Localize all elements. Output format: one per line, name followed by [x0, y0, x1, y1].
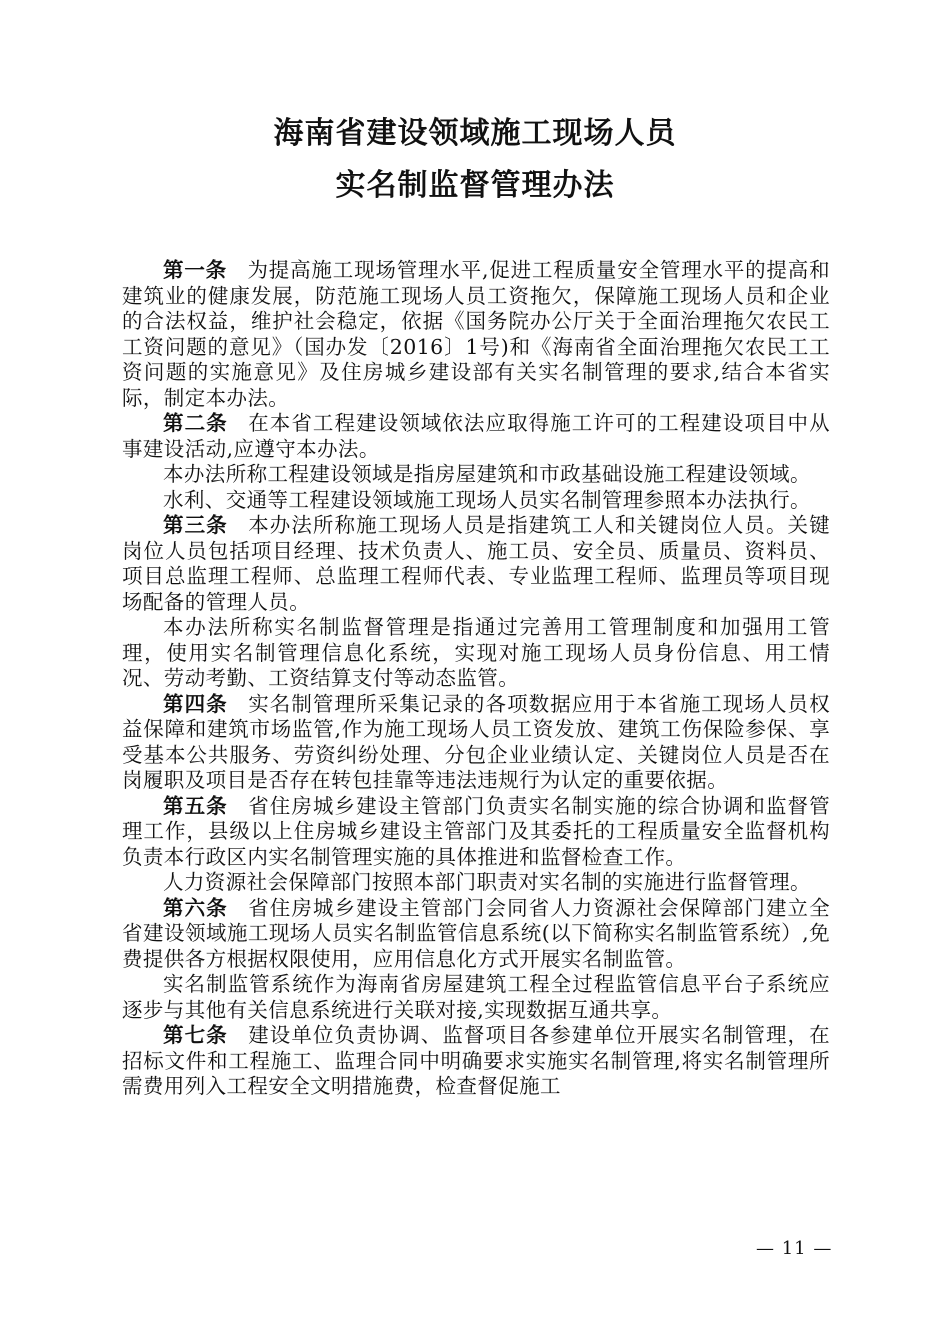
article-heading: 第五条 [163, 793, 228, 818]
document-body [122, 258, 830, 1100]
paragraph [122, 462, 830, 488]
paragraph [122, 896, 830, 973]
paragraph [122, 972, 830, 1023]
paragraph-text: 为提高施工现场管理水平,促进工程质量安全管理水平的提高和建筑业的健康发展，防范施工现场人员工资拖欠，保障施工现场人员和企业的合法权益，维护社会稳定，依据《国务院办公厅关于全面治理拖欠农民工工资问题的意见》（国办发〔2016〕1号)和《海南省全面治理拖欠农民工工资问题的实施意见》及住房城乡建设部有关实名制管理的要求,结合本省实际，制定本办法。 [122, 258, 831, 410]
paragraph-text: 省住房城乡建设主管部门负责实名制实施的综合协调和监督管理工作，县级以上住房城乡建设主管部门及其委托的工程质量安全监督机构负责本行政区内实名制管理实施的具体推进和监督检查工作。 [122, 793, 830, 869]
paragraph-text: 水利、交通等工程建设领域施工现场人员实名制管理参照本办法执行。 [163, 487, 811, 512]
paragraph-text: 在本省工程建设领域依法应取得施工许可的工程建设项目中从事建设活动,应遵守本办法。 [122, 411, 830, 461]
article-heading: 第二条 [163, 411, 228, 435]
document-title-line-1: 海南省建设领域施工现场人员 [273, 116, 677, 151]
document-title-line-2: 实名制监督管理办法 [335, 168, 615, 203]
paragraph-text: 省住房城乡建设主管部门会同省人力资源社会保障部门建立全省建设领域施工现场人员实名制监管信息系统(以下简称实名制监管系统）,免费提供各方根据权限使用，应用信息化方式开展实名制监管。 [122, 895, 830, 971]
paragraph-text: 实名制监管系统作为海南省房屋建筑工程全过程监管信息平台子系统应逐步与其他有关信息系统进行关联对接,实现数据互通共享。 [122, 972, 830, 1022]
paragraph-text: 本办法所称工程建设领域是指房屋建筑和市政基础设施工程建设领域。 [163, 462, 811, 486]
article-heading: 第六条 [163, 895, 228, 920]
paragraph [122, 488, 830, 514]
paragraph-text: 本办法所称施工现场人员是指建筑工人和关键岗位人员。关键岗位人员包括项目经理、技术负责人、施工员、安全员、质量员、资料员、项目总监理工程师、总监理工程师代表、专业监理工程师、监理员等项目现场配备的管理人员。 [122, 513, 830, 614]
paragraph [122, 258, 830, 411]
paragraph [122, 513, 830, 615]
paragraph-text: 本办法所称实名制监督管理是指通过完善用工管理制度和加强用工管理，使用实名制管理信息化系统，实现对施工现场人员身份信息、用工情况、劳动考勤、工资结算支付等动态监管。 [122, 615, 830, 690]
article-heading: 第七条 [163, 1023, 228, 1047]
paragraph-text: 实名制管理所采集记录的各项数据应用于本省施工现场人员权益保障和建筑市场监管,作为施工现场人员工资发放、建筑工伤保险参保、享受基本公共服务、劳资纠纷处理、分包企业业绩认定、关键岗位人员是否在岗履职及项目是否存在转包挂靠等违法违规行为认定的重要依据。 [122, 691, 830, 792]
article-heading: 第三条 [163, 513, 228, 537]
article-heading: 第四条 [163, 691, 228, 716]
paragraph-text: 建设单位负责协调、监督项目各参建单位开展实名制管理，在招标文件和工程施工、监理合同中明确要求实施实名制管理,将实名制管理所需费用列入工程安全文明措施费，检查督促施工 [122, 1023, 830, 1098]
paragraph [122, 411, 830, 462]
paragraph-text: 人力资源社会保障部门按照本部门职责对实名制的实施进行监督管理。 [163, 870, 811, 894]
paragraph [122, 794, 830, 871]
article-heading: 第一条 [163, 258, 227, 282]
paragraph [122, 1023, 830, 1100]
page-number: — 11 — [756, 1238, 833, 1259]
paragraph [122, 615, 830, 692]
paragraph [122, 692, 830, 794]
paragraph [122, 870, 830, 896]
